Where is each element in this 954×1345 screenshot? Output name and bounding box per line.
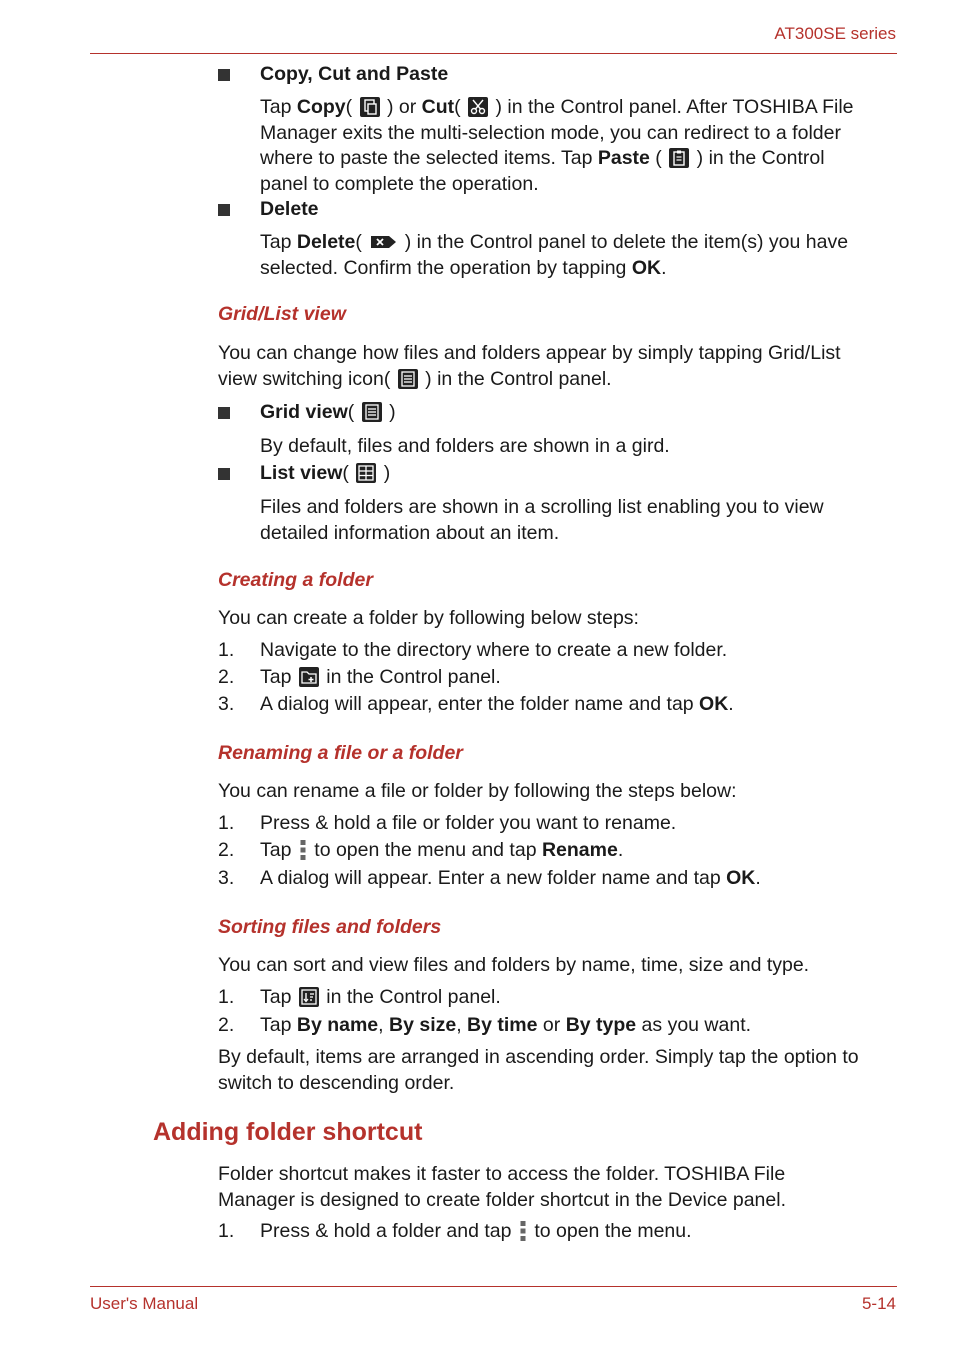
creating-intro: You can create a folder by following below steps:: [218, 607, 639, 629]
shortcut-paragraph: Folder shortcut makes it faster to access the folder. TOSHIBA File Manager is designed to create folder shortcut in the Device panel.: [218, 1163, 786, 1211]
renaming-step-1: 1. Press & hold a file or folder you want to rename.: [218, 812, 677, 834]
delete-icon: [369, 232, 397, 252]
heading-adding-folder-shortcut: Adding folder shortcut: [153, 1118, 423, 1146]
grid-view-desc: By default, files and folders are shown in a gird.: [260, 435, 670, 457]
view-switch-icon: [398, 369, 418, 389]
bullet: [218, 407, 230, 419]
delete-title: Delete: [260, 198, 319, 220]
list-view-icon: [356, 463, 376, 483]
delete-paragraph: Tap Delete( ) in the Control panel to delete the item(s) you have selected. Confirm the operation by tapping OK.: [260, 231, 849, 279]
sorting-paragraph: By default, items are arranged in ascending order. Simply tap the option to switch to descending order.: [218, 1046, 859, 1094]
renaming-intro: You can rename a file or folder by following the steps below:: [218, 780, 737, 802]
copy-paragraph: Tap Copy( ) or Cut( ) in the Control panel. After TOSHIBA File Manager exits the multi-selection mode, you can redirect to a folder where to paste the selected items. Tap Paste ( ) in the Control panel to complete the operation.: [260, 96, 854, 195]
list-view-desc: Files and folders are shown in a scrolling list enabling you to view detailed information about an item.: [260, 496, 824, 544]
bullet: [218, 204, 230, 216]
more-menu-icon: [520, 1220, 526, 1242]
sorting-intro: You can sort and view files and folders by name, time, size and type.: [218, 954, 810, 976]
list-view-title: List view( ): [260, 462, 391, 484]
creating-step-2: 2. Tap in the Control panel.: [218, 666, 501, 688]
heading-grid-list-view: Grid/List view: [218, 303, 346, 325]
copy-icon: [360, 97, 380, 117]
footer-manual-title: User's Manual: [90, 1294, 199, 1313]
header-series: AT300SE series: [774, 24, 896, 43]
bullet: [218, 468, 230, 480]
creating-step-3: 3. A dialog will appear, enter the folder name and tap OK.: [218, 693, 734, 715]
footer-page-number: 5-14: [861, 1294, 896, 1313]
shortcut-step-1: 1. Press & hold a folder and tap to open the menu.: [218, 1220, 692, 1242]
sorting-step-2: 2. Tap By name, By size, By time or By type as you want.: [218, 1014, 752, 1036]
sorting-step-1: 1. Tap in the Control panel.: [218, 986, 501, 1008]
heading-sorting: Sorting files and folders: [218, 916, 442, 938]
new-folder-icon: [299, 667, 319, 687]
heading-creating-folder: Creating a folder: [218, 569, 373, 591]
footer-rule: [90, 1286, 897, 1287]
copy-title: Copy, Cut and Paste: [260, 63, 449, 85]
header-rule: [90, 53, 897, 54]
sort-icon: [299, 987, 319, 1007]
paste-icon: [669, 148, 689, 168]
grid-view-icon: [362, 402, 382, 422]
bullet: [218, 69, 230, 81]
renaming-step-2: 2. Tap to open the menu and tap Rename.: [218, 839, 624, 861]
creating-step-1: 1. Navigate to the directory where to create a new folder.: [218, 639, 728, 661]
cut-icon: [468, 97, 488, 117]
grid-list-paragraph: You can change how files and folders appear by simply tapping Grid/List view switching icon( ) in the Control panel.: [218, 342, 841, 390]
more-menu-icon: [300, 839, 306, 861]
grid-view-title: Grid view( ): [260, 401, 396, 423]
heading-renaming: Renaming a file or a folder: [218, 742, 463, 764]
renaming-step-3: 3. A dialog will appear. Enter a new folder name and tap OK.: [218, 867, 761, 889]
